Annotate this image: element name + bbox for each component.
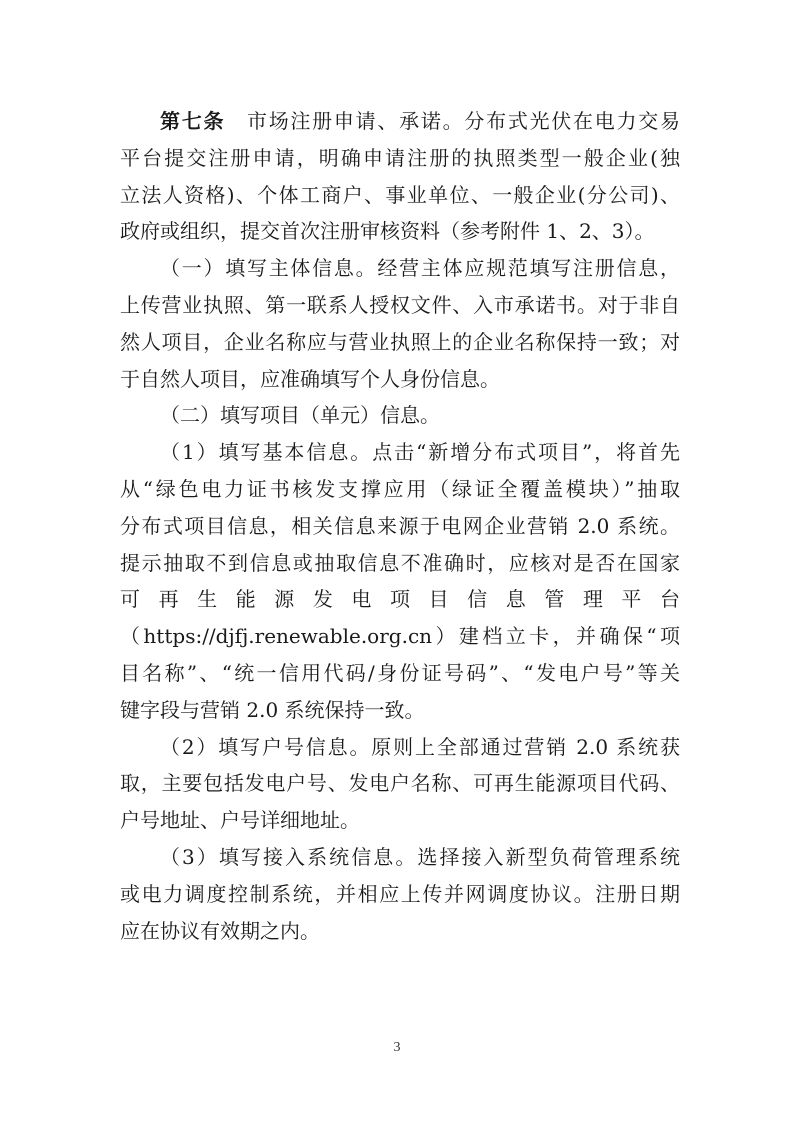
text-line: （二）填写项目（单元）信息。 xyxy=(160,403,440,428)
text-line: 提示抽取不到信息或抽取信息不准确时，应核对是否在国家 xyxy=(120,550,680,575)
text-line: （3）填写接入系统信息。选择接入新型负荷管理系统 xyxy=(160,844,680,869)
article-heading: 第七条 xyxy=(160,109,226,133)
text-line: （一）填写主体信息。经营主体应规范填写注册信息， xyxy=(160,256,680,281)
item-3-paragraph xyxy=(120,839,680,949)
text-line: 或电力调度控制系统，并相应上传并网调度协议。注册日期 xyxy=(120,881,680,906)
text-line: 目名称”、“统一信用代码/身份证号码”、“发电户号”等关 xyxy=(120,660,680,685)
page-number: 3 xyxy=(393,1040,401,1055)
text-line: 于自然人项目，应准确填写个人身份信息。 xyxy=(120,366,500,391)
text-line xyxy=(120,103,680,140)
text-line: 取，主要包括发电户号、发电户名称、可再生能源项目代码、 xyxy=(120,771,680,796)
text-line: 从“绿色电力证书核发支撑应用（绿证全覆盖模块）”抽取 xyxy=(120,476,680,501)
text-line: 上传营业执照、第一联系人授权文件、入市承诺书。对于非自 xyxy=(120,292,680,317)
item-2-paragraph xyxy=(120,729,680,839)
text-line: （2）填写户号信息。原则上全部通过营销 2.0 系统获 xyxy=(160,734,680,759)
text-line: 分布式项目信息，相关信息来源于电网企业营销 2.0 系统。 xyxy=(120,513,680,538)
text-line: 立法人资格)、个体工商户、事业单位、一般企业(分公司)、 xyxy=(120,182,680,207)
text-line: 键字段与营销 2.0 系统保持一致。 xyxy=(120,697,425,722)
document-body xyxy=(120,103,680,949)
text-line: 平台提交注册申请，明确申请注册的执照类型一般企业(独 xyxy=(120,145,680,170)
text-line: 然人项目，企业名称应与营业执照上的企业名称保持一致；对 xyxy=(120,329,680,354)
item-1-paragraph xyxy=(120,434,680,728)
text-line: 户号地址、户号详细地址。 xyxy=(120,808,360,833)
article-text: 市场注册申请、承诺。分布式光伏在电力交易 xyxy=(245,109,681,133)
text-line: 政府或组织，提交首次注册审核资料（参考附件 1、2、3）。 xyxy=(120,219,655,244)
text-line: 应在协议有效期之内。 xyxy=(120,918,320,943)
section-1-paragraph xyxy=(120,250,680,397)
text-line: 可再生能源发电项目信息管理平台 xyxy=(120,587,680,612)
text-line: （https://djfj.renewable.org.cn）建档立卡，并确保“项 xyxy=(120,624,680,649)
text-line: （1）填写基本信息。点击“新增分布式项目”，将首先 xyxy=(160,440,680,465)
article-7-paragraph xyxy=(120,103,680,250)
section-2-heading xyxy=(120,397,680,434)
